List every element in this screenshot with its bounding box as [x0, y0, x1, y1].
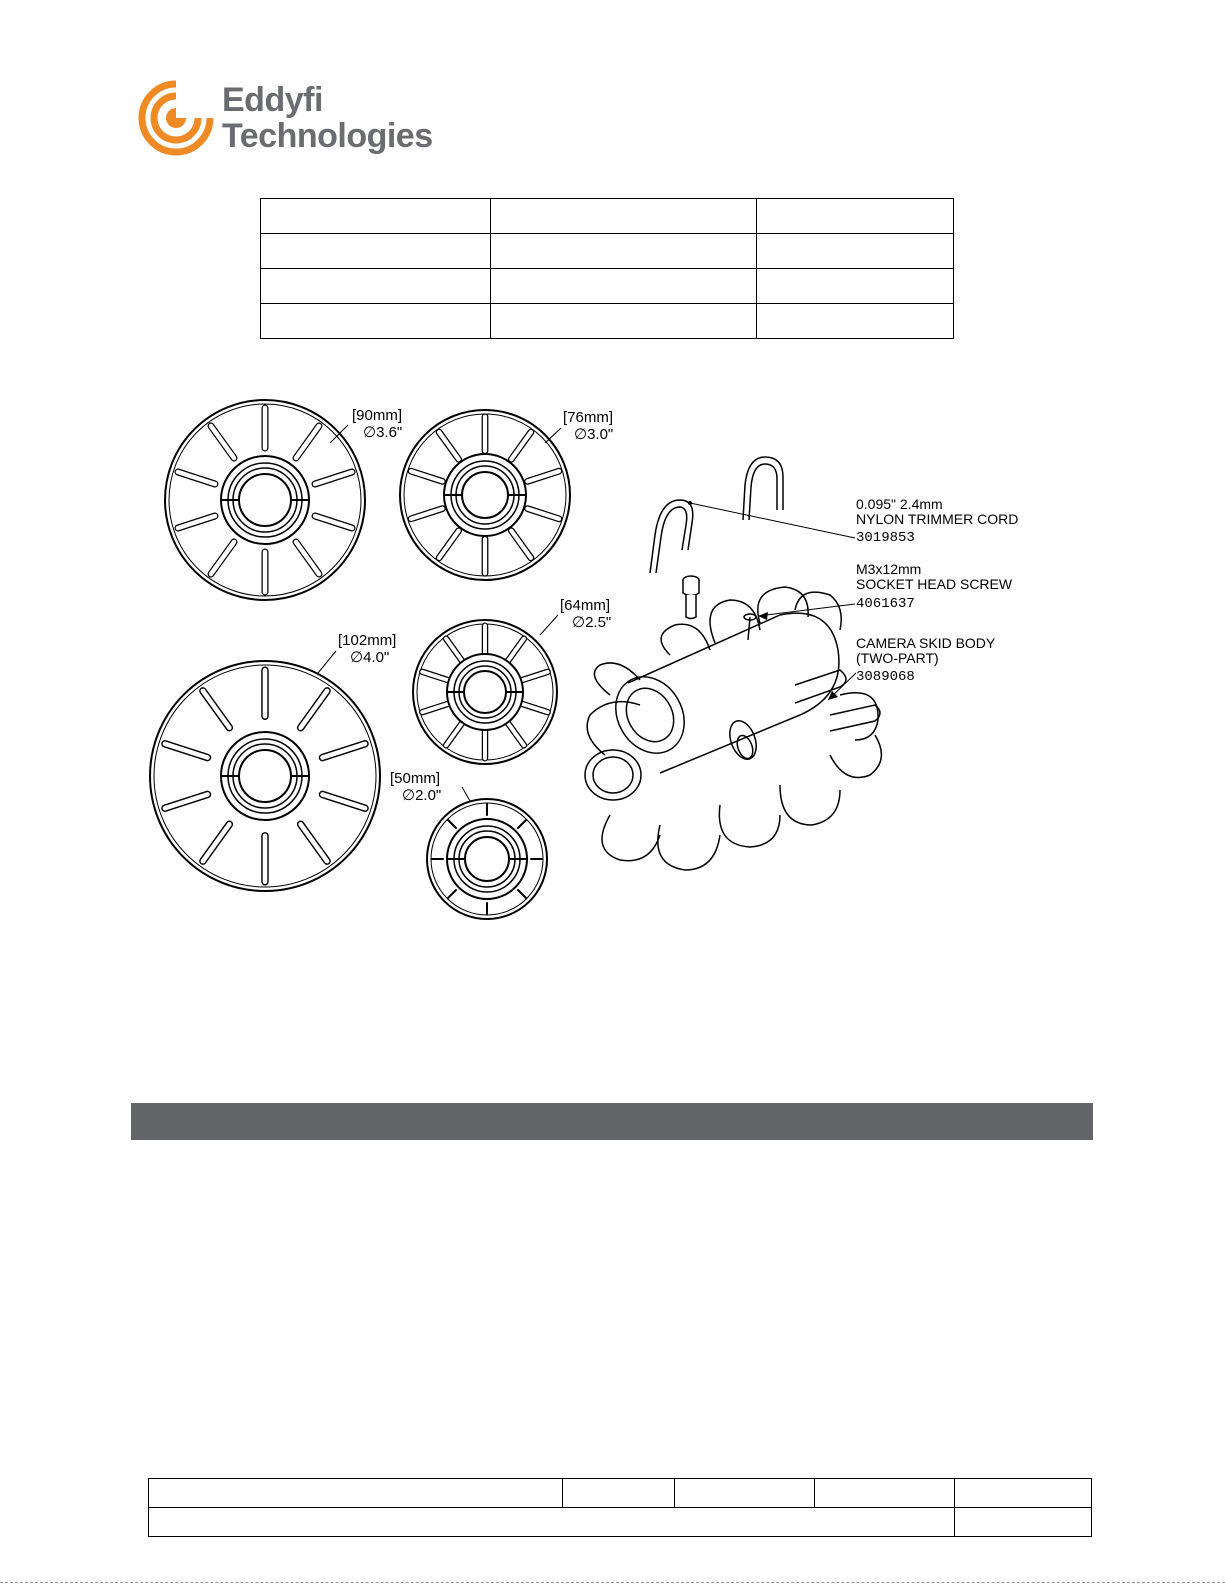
- camera-skid-body: [585, 587, 881, 870]
- callout-part-number: 4061637: [856, 596, 915, 612]
- eddyfi-logo-icon: [136, 78, 216, 158]
- dim-diameter: ∅2.5": [572, 614, 612, 631]
- footer-table: [148, 1478, 1092, 1537]
- socket-screw-part: [683, 576, 699, 619]
- dim-size: [90mm]: [352, 407, 403, 424]
- table-row: [261, 234, 954, 269]
- eddyfi-logo: [136, 78, 436, 158]
- callout-part-number: 3019853: [856, 530, 915, 546]
- camera-skid-drawing: [140, 395, 1080, 935]
- table-cell: [261, 199, 491, 234]
- dim-size: [102mm]: [338, 632, 397, 649]
- table-cell: [261, 304, 491, 339]
- dim-diameter: ∅3.6": [363, 424, 403, 441]
- wheel-90mm: [165, 400, 365, 600]
- dim-diameter: ∅2.0": [402, 787, 442, 804]
- table-row: [149, 1479, 1092, 1508]
- callout-line-1: CAMERA SKID BODY: [856, 635, 996, 651]
- callout-line-2: SOCKET HEAD SCREW: [856, 576, 1013, 592]
- dim-label-64mm: [540, 597, 611, 635]
- table-cell: [261, 234, 491, 269]
- dim-label-90mm: [330, 407, 402, 443]
- wheel-64mm: [413, 620, 557, 764]
- callout-part-number: 3089068: [856, 669, 915, 685]
- dim-label-76mm: [545, 409, 613, 443]
- dim-diameter: ∅3.0": [574, 426, 614, 443]
- table-cell: [815, 1479, 955, 1508]
- dim-label-50mm: [390, 770, 470, 804]
- table-row: [149, 1508, 1092, 1537]
- table-row: [261, 304, 954, 339]
- table-cell: [490, 269, 757, 304]
- wheel-76mm: [400, 410, 570, 580]
- callout-line-1: M3x12mm: [856, 561, 922, 577]
- dim-diameter: ∅4.0": [350, 649, 390, 666]
- callout-line-2: (TWO-PART): [856, 650, 939, 666]
- dim-size: [64mm]: [560, 597, 611, 614]
- wheel-102mm: [150, 661, 380, 891]
- callout-line-2: NYLON TRIMMER CORD: [856, 511, 1019, 527]
- table-cell: [562, 1479, 675, 1508]
- table-row: [261, 269, 954, 304]
- spec-table: [260, 198, 954, 339]
- callout-trimmer-cord: [688, 496, 1018, 546]
- page-edge-rule: [0, 1582, 1225, 1583]
- trimmer-cord-parts: [650, 457, 783, 573]
- table-cell: [490, 304, 757, 339]
- logo-wordmark: [222, 82, 433, 154]
- table-cell: [261, 269, 491, 304]
- table-cell: [149, 1508, 955, 1537]
- table-cell: [149, 1479, 563, 1508]
- wheel-50mm: [427, 799, 547, 919]
- callout-skid-body: [828, 635, 996, 700]
- logo-line-2: Technologies: [222, 117, 433, 155]
- dim-size: [76mm]: [563, 409, 614, 426]
- table-cell: [490, 234, 757, 269]
- section-header-bar: [131, 1103, 1093, 1140]
- dim-label-102mm: [318, 632, 396, 673]
- table-cell: [955, 1479, 1092, 1508]
- table-cell: [757, 234, 954, 269]
- table-cell: [675, 1479, 815, 1508]
- table-row: [261, 199, 954, 234]
- table-cell: [757, 304, 954, 339]
- table-cell: [955, 1508, 1092, 1537]
- callout-line-1: 0.095" 2.4mm: [856, 496, 943, 512]
- table-cell: [757, 199, 954, 234]
- dim-size: [50mm]: [390, 770, 441, 787]
- table-cell: [757, 269, 954, 304]
- logo-line-1: Eddyfi: [222, 81, 323, 119]
- table-cell: [490, 199, 757, 234]
